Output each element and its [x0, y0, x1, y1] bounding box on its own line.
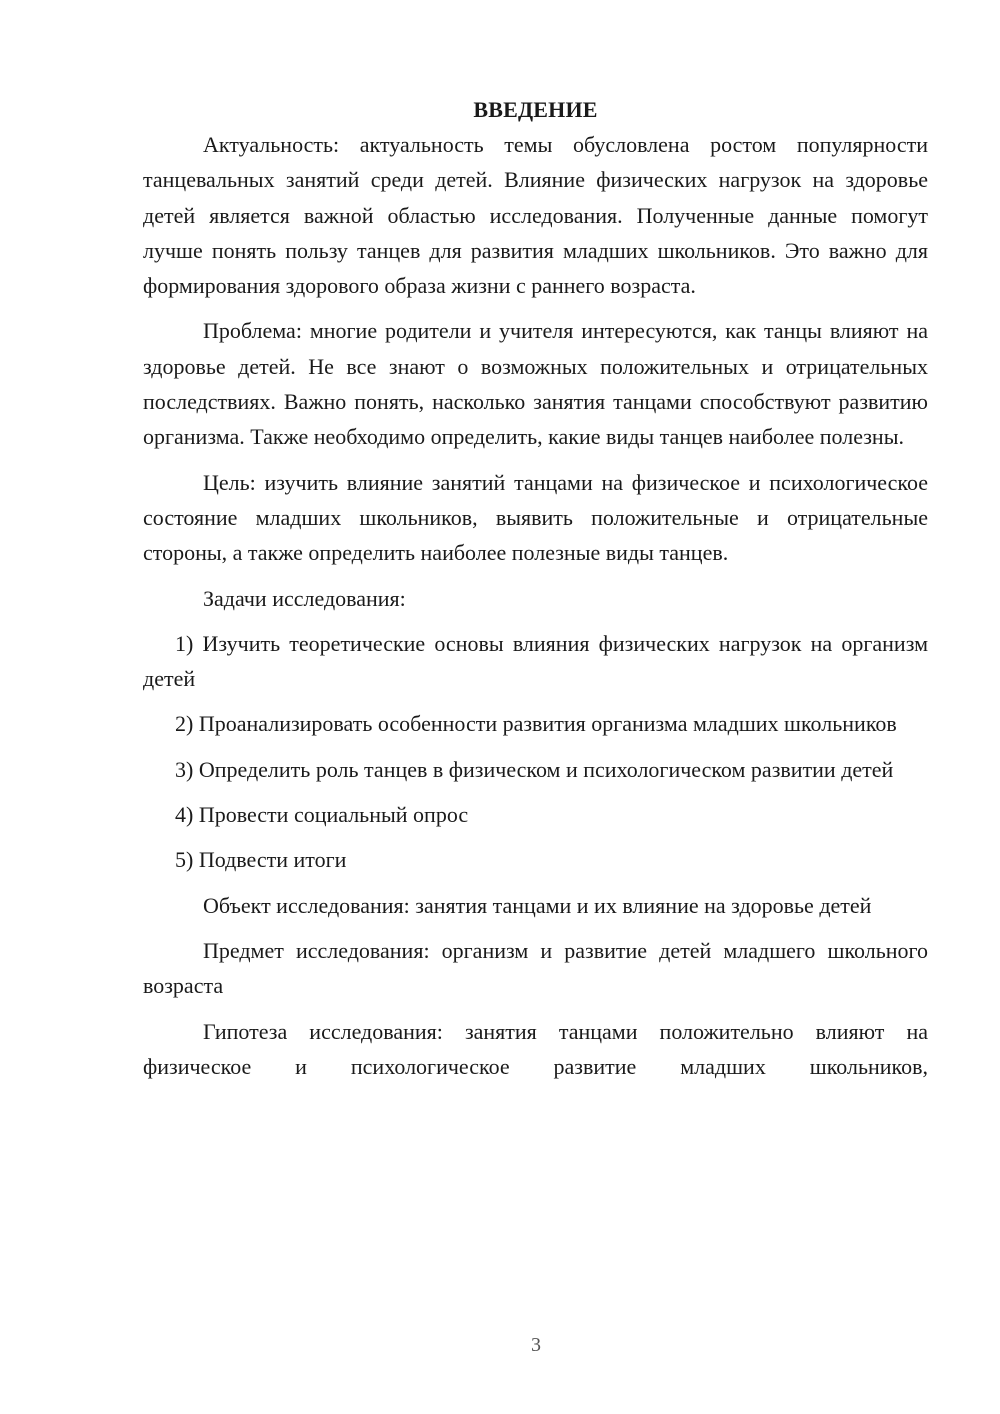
- list-item: 5) Подвести итоги: [175, 847, 347, 873]
- paragraph-goal: Цель: изучить влияние занятий танцами на физическое и психологическое состояние младших школьников, выявить положительные и отрицательные стороны, а также определить наиболее полезные виды танцев.: [143, 469, 928, 566]
- paragraph-problem: Проблема: многие родители и учителя интересуются, как танцы влияют на здоровье детей. Не все знают о возможных положительных и отрицательных последствиях. Важно понять, насколько занятия танцами способствуют развитию организма. Также необходимо определить, какие виды танцев наиболее полезны.: [143, 318, 928, 450]
- list-item: 3) Определить роль танцев в физическом и психологическом развитии детей: [175, 756, 894, 782]
- list-item: 4) Провести социальный опрос: [175, 802, 469, 828]
- paragraph-relevance: Актуальность: актуальность темы обусловлена ростом популярности танцевальных занятий среди детей. Влияние физических нагрузок на здоровье детей является важной областью исследования. Полученные данные помогут лучше понять пользу танцев для развития младших школьников. Это важно для формирования здорового образа жизни с раннего возраста.: [143, 132, 928, 299]
- list-item: 2) Проанализировать особенности развития организма младших школьников: [175, 711, 897, 737]
- tasks-heading: Задачи исследования:: [203, 585, 406, 611]
- document-page: [143, 92, 928, 1094]
- page-number: 3: [531, 1334, 541, 1356]
- section-title: ВВЕДЕНИЕ: [473, 97, 598, 122]
- paragraph-object: Объект исследования: занятия танцами и их влияние на здоровье детей: [203, 892, 872, 918]
- paragraph-subject: Предмет исследования: организм и развитие детей младшего школьного возраста: [143, 937, 928, 999]
- paragraph-hypothesis: Гипотеза исследования: занятия танцами положительно влияют на физическое и психологическое развитие младших школьников,: [143, 1018, 928, 1079]
- list-item: 1) Изучить теоретические основы влияния физических нагрузок на организм детей: [143, 630, 928, 692]
